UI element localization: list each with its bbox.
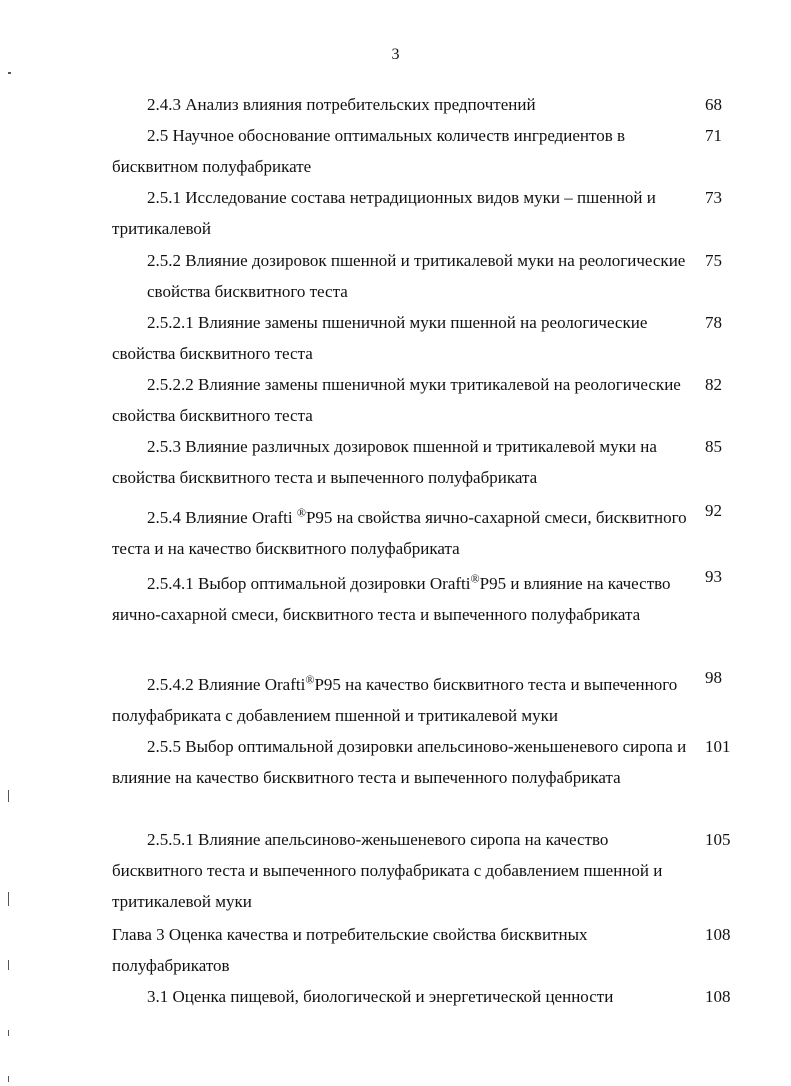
toc-entry-title: 2.5.5 Выбор оптимальной дозировки апельсиново-женьшеневого сиропа и влияние на качество бисквитного теста и выпеченного полуфабриката [112, 737, 687, 787]
toc-entry-page: 93 [705, 567, 722, 586]
toc-entry-2-5-1 [112, 182, 722, 244]
scan-mark [8, 72, 11, 74]
toc-entry-title-part: 2.5.4 Влияние Orafti [147, 508, 297, 527]
toc-entry-2-5-3 [112, 431, 722, 493]
toc-entry-page: 82 [705, 375, 722, 394]
toc-entry-title-part: P95 на свойства яично-сахарной смеси, бисквитного теста и на качество бисквитного полуфабриката [112, 508, 687, 558]
toc-entry-2-5-5 [112, 731, 731, 793]
toc-entry-chapter-3 [112, 919, 731, 981]
toc-entry-page: 101 [705, 737, 731, 756]
toc-entry-2-5-2 [112, 245, 722, 307]
toc-entry-title-part: P95 на качество бисквитного теста и выпеченного полуфабриката с добавлением пшенной и тритикалевой муки [112, 675, 678, 725]
toc-entry-title [112, 669, 690, 731]
toc-entry-page: 105 [705, 830, 731, 849]
toc-entry-title: 3.1 Оценка пищевой, биологической и энергетической ценности [147, 987, 614, 1006]
toc-entry-2-5-4-1 [112, 567, 722, 630]
toc-entry-title: 2.5.3 Влияние различных дозировок пшенной и тритикалевой муки на свойства бисквитного теста и выпеченного полуфабриката [112, 437, 657, 487]
toc-entry-3-1 [112, 981, 731, 1012]
toc-entry-title [112, 502, 690, 564]
scan-mark [8, 892, 9, 906]
toc-entry-2-5-2-1 [112, 307, 722, 369]
toc-entry-title-part: 2.5.4.1 Выбор оптимальной дозировки Orafti [147, 574, 471, 593]
registered-mark: ® [305, 672, 315, 687]
page-number: 3 [391, 46, 400, 63]
toc-entry-title [112, 568, 690, 630]
toc-entry-page: 75 [705, 251, 722, 270]
toc-entry-2-5-5-1 [112, 824, 731, 917]
toc-entry-title: 2.5.1 Исследование состава нетрадиционных видов муки – пшенной и тритикалевой [112, 188, 656, 238]
toc-entry-page: 71 [705, 126, 722, 145]
toc-entry-2-5-4-2 [112, 668, 722, 731]
registered-mark: ® [470, 571, 480, 586]
toc-entry-page: 78 [705, 313, 722, 332]
toc-entry-title: 2.5 Научное обоснование оптимальных количеств ингредиентов в бисквитном полуфабрикате [112, 126, 626, 176]
toc-entry-title-part: 2.5.4.2 Влияние Orafti [147, 675, 306, 694]
toc-entry-2-5-4 [112, 501, 722, 564]
toc-entry-title: 2.5.2.1 Влияние замены пшеничной муки пшенной на реологические свойства бисквитного теста [112, 313, 648, 363]
registered-mark: ® [296, 505, 306, 520]
toc-entry-title: 2.4.3 Анализ влияния потребительских предпочтений [147, 95, 536, 114]
toc-entry-page: 68 [705, 95, 722, 114]
scan-mark [8, 790, 9, 802]
toc-entry-page: 108 [705, 987, 731, 1006]
toc-entry-title-part: P95 и влияние на качество яично-сахарной смеси, бисквитного теста и выпеченного полуфабриката [112, 574, 671, 624]
scan-mark [8, 1076, 9, 1082]
toc-entry-title: 2.5.2.2 Влияние замены пшеничной муки тритикалевой на реологические свойства бисквитного теста [112, 375, 681, 425]
toc-entry-title: Глава 3 Оценка качества и потребительские свойства бисквитных полуфабрикатов [112, 925, 588, 975]
toc-entry-title: 2.5.5.1 Влияние апельсиново-женьшеневого сиропа на качество бисквитного теста и выпеченного полуфабриката с добавлением пшенной и тритикалевой муки [112, 830, 663, 911]
toc-entry-2-5-2-2 [112, 369, 722, 431]
toc-entry-2-4-3 [112, 89, 722, 120]
toc-entry-page: 85 [705, 437, 722, 456]
scan-mark [8, 1030, 9, 1036]
toc-entry-page: 108 [705, 925, 731, 944]
toc-entry-page: 98 [705, 668, 722, 687]
scan-mark [8, 960, 9, 970]
toc-entry-page: 73 [705, 188, 722, 207]
toc-entry-2-5 [112, 120, 722, 182]
toc-entry-page: 92 [705, 501, 722, 520]
toc-entry-title: 2.5.2 Влияние дозировок пшенной и тритикалевой муки на реологические свойства бисквитного теста [147, 251, 686, 301]
